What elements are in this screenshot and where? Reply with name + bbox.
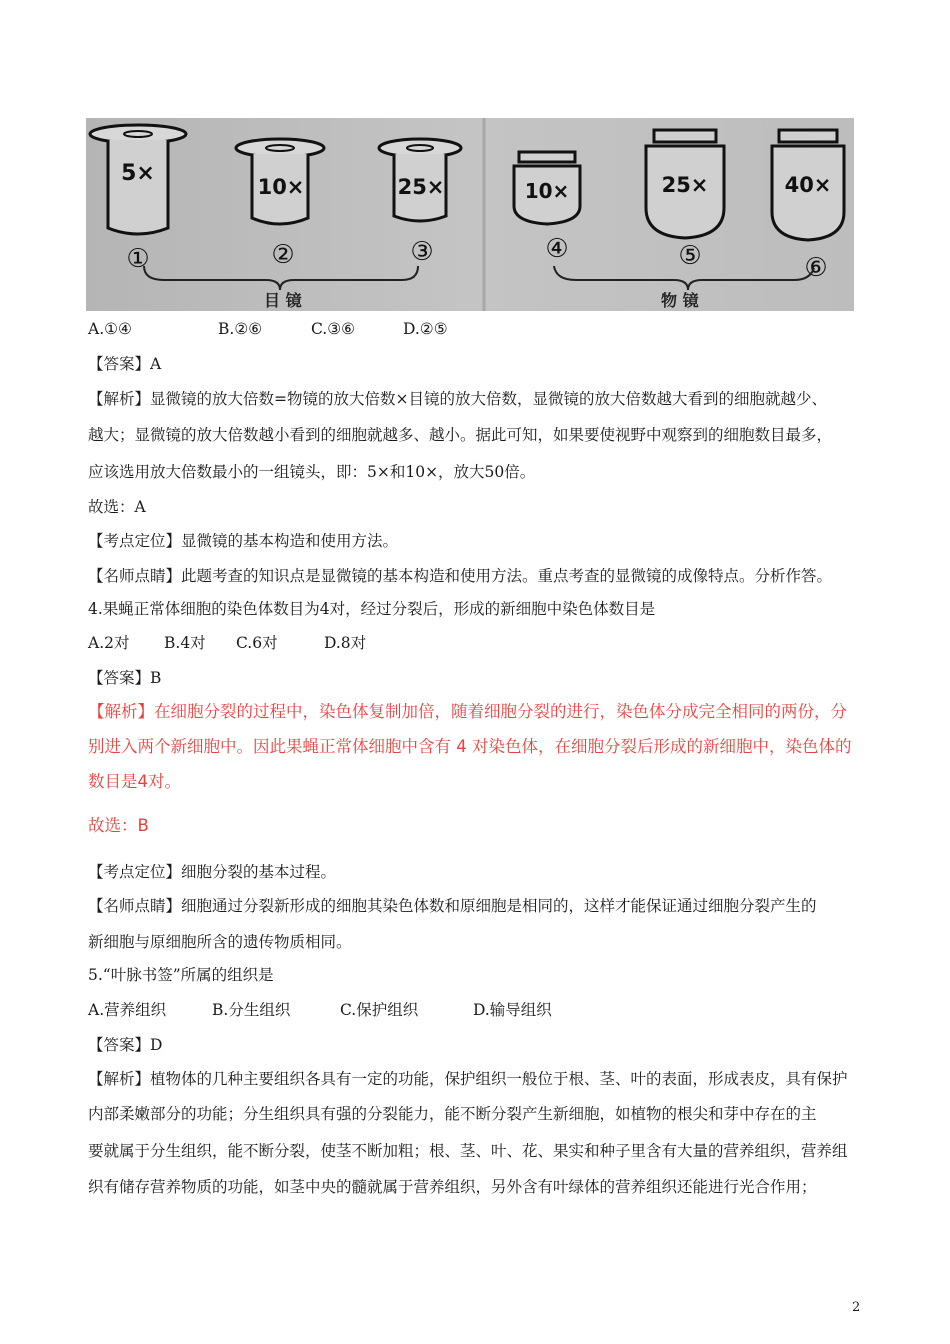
q4-options [88, 632, 366, 654]
eyepiece-group-label: 目 镜 [264, 291, 302, 310]
q5-question: 5.“叶脉书签”所属的组织是 [88, 966, 274, 984]
eyepiece-3-mag: 25× [397, 175, 445, 199]
q4-option-c: C.6对 [236, 634, 278, 652]
q3-answer: 【答案】A [88, 355, 162, 373]
q4-kaodian: 【考点定位】细胞分裂的基本过程。 [88, 863, 337, 881]
q3-option-c: C.③⑥ [311, 320, 356, 338]
eyepiece-1-num: ① [126, 244, 150, 274]
q3-option-a: A.①④ [88, 320, 132, 338]
q4-analysis-line-1: 【解析】在细胞分裂的过程中，染色体复制加倍，随着细胞分裂的进行，染色体分成完全相同的两份，分 [88, 702, 847, 721]
q4-option-a: A.2对 [88, 634, 130, 652]
q5-analysis-line-3: 要就属于分生组织，能不断分裂，使茎不断加粗；根、茎、叶、花、果实和种子里含有大量的营养组织，营养组 [88, 1142, 848, 1160]
q3-analysis-line-2: 越大；显微镜的放大倍数越小看到的细胞就越多、越小。据此可知，如果要使视野中观察到的细胞数目最多， [88, 426, 833, 444]
q4-choice: 故选：B [88, 816, 149, 835]
q5-option-b: B.分生组织 [212, 1001, 291, 1019]
objective-5-mag: 25× [661, 173, 709, 197]
q3-option-b: B.②⑥ [218, 320, 263, 338]
eyepiece-3-num: ③ [410, 237, 434, 267]
lens-illustration [86, 118, 854, 311]
q5-option-d: D.输导组织 [473, 1001, 552, 1019]
q5-analysis-line-4: 织有储存营养物质的功能，如茎中央的髓就属于营养组织，另外含有叶绿体的营养组织还能进行光合作用； [88, 1178, 817, 1196]
objective-5-num: ⑤ [678, 241, 702, 271]
eyepiece-1-mag: 5× [121, 161, 155, 186]
q5-analysis-line-1: 【解析】植物体的几种主要组织各具有一定的功能，保护组织一般位于根、茎、叶的表面，形成表皮，具有保护 [88, 1070, 848, 1088]
q3-kaodian: 【考点定位】显微镜的基本构造和使用方法。 [88, 532, 399, 550]
q3-option-d: D.②⑤ [403, 320, 448, 338]
q5-analysis-line-2: 内部柔嫩部分的功能；分生组织具有强的分裂能力，能不断分裂产生新细胞，如植物的根尖和芽中存在的主 [88, 1105, 817, 1123]
q4-mingshi-line-1: 【名师点睛】细胞通过分裂新形成的细胞其染色体数和原细胞是相同的，这样才能保证通过细胞分裂产生的 [88, 897, 817, 915]
objective-group-label: 物 镜 [661, 291, 699, 310]
q4-option-b: B.4对 [164, 634, 206, 652]
q4-question: 4.果蝇正常体细胞的染色体数目为4对，经过分裂后，形成的新细胞中染色体数目是 [88, 600, 656, 618]
page-number: 2 [852, 1300, 861, 1315]
objective-6-num: ⑥ [804, 253, 828, 283]
eyepiece-2-mag: 10× [257, 175, 305, 199]
q3-options [88, 318, 448, 340]
q4-option-d: D.8对 [324, 634, 367, 652]
q4-answer: 【答案】B [88, 669, 162, 687]
q3-analysis-line-3: 应该选用放大倍数最小的一组镜头，即：5×和10×，放大50倍。 [88, 463, 536, 481]
q3-analysis-line-1: 【解析】显微镜的放大倍数=物镜的放大倍数×目镜的放大倍数，显微镜的放大倍数越大看到的细胞就越少、 [88, 390, 827, 408]
q5-option-c: C.保护组织 [340, 1001, 419, 1019]
eyepiece-2-num: ② [271, 240, 295, 270]
q3-mingshi: 【名师点睛】此题考查的知识点是显微镜的基本构造和使用方法。重点考查的显微镜的成像特点。分析作答。 [88, 567, 833, 585]
q3-choice: 故选：A [88, 498, 146, 516]
microscope-lens-figure [86, 118, 854, 311]
q4-analysis-line-2: 别进入两个新细胞中。因此果蝇正常体细胞中含有 4 对染色体，在细胞分裂后形成的新细胞中，染色体的 [88, 737, 852, 756]
q4-analysis-line-3: 数目是4对。 [88, 772, 181, 791]
q5-option-a: A.营养组织 [88, 1001, 167, 1019]
objective-6-mag: 40× [784, 173, 832, 197]
objective-4-mag: 10× [524, 179, 570, 203]
q5-answer: 【答案】D [88, 1036, 163, 1054]
objective-4-num: ④ [545, 234, 569, 264]
q5-options [88, 999, 552, 1021]
q4-mingshi-line-2: 新细胞与原细胞所含的遗传物质相同。 [88, 933, 352, 951]
